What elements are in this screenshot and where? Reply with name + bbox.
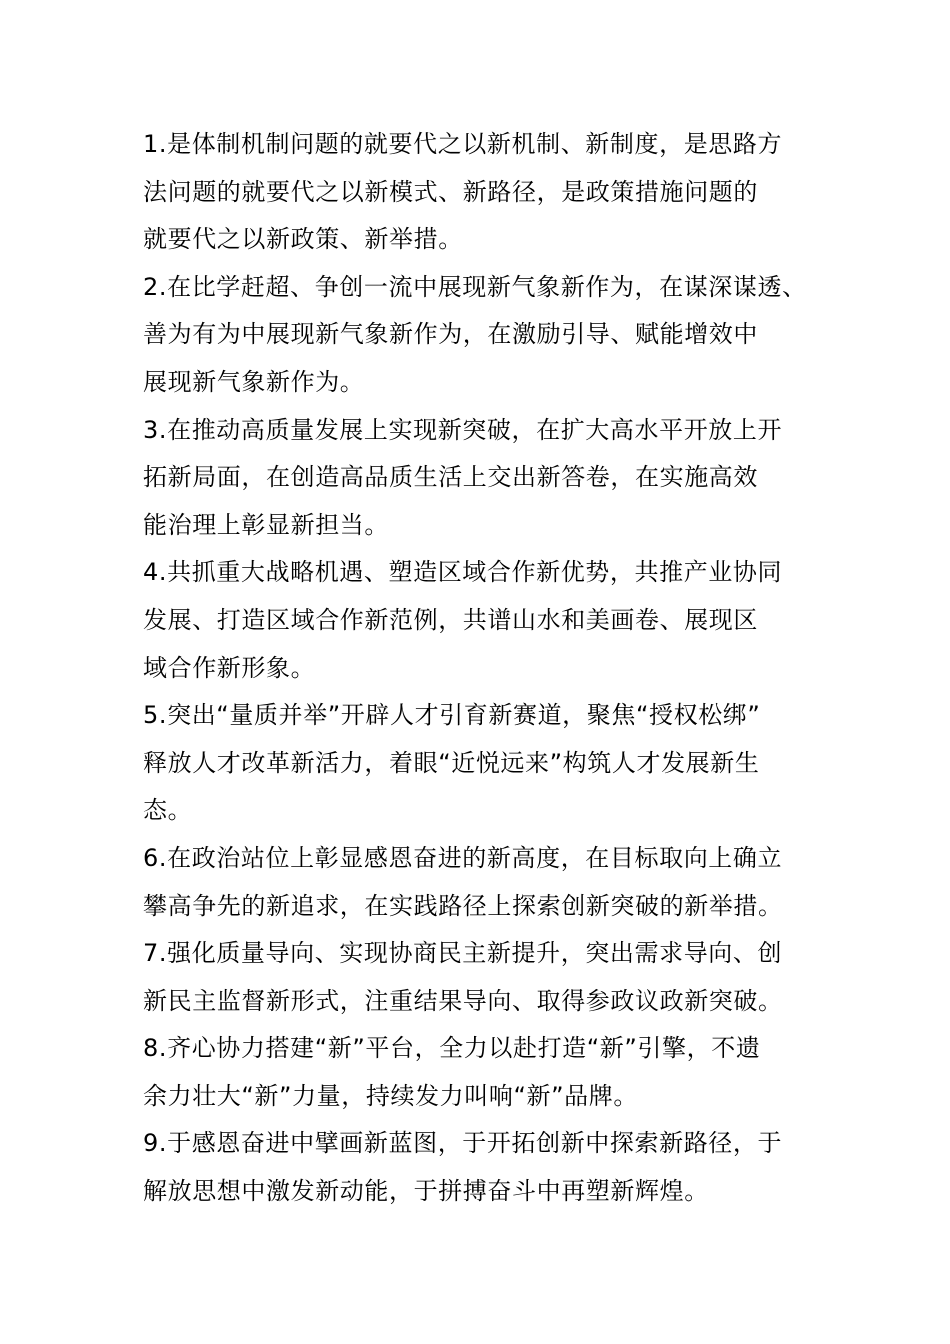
- paragraph-8: 8.齐心协力搭建“新”平台，全力以赴打造“新”引擎，不遗 余力壮大“新”力量，持续发力叫响“新”品牌。: [143, 1034, 761, 1110]
- paragraph-6: 6.在政治站位上彰显感恩奋进的新高度，在目标取向上确立 攀高争先的新追求，在实践路径上探索创新突破的新举措。: [143, 843, 783, 920]
- paragraph-5: 5.突出“量质并举”开辟人才引育新赛道，聚焦“授权松绑” 释放人才改革新活力，着眼“近悦远来”构筑人才发展新生 态。: [143, 701, 761, 825]
- paragraph-7: 7.强化质量导向、实现协商民主新提升，突出需求导向、创 新民主监督新形式，注重结果导向、取得参政议政新突破。: [143, 939, 783, 1015]
- paragraph-9: 9.于感恩奋进中擘画新蓝图，于开拓创新中探索新路径，于 解放思想中激发新动能，于拼搏奋斗中再塑新辉煌。: [143, 1129, 783, 1206]
- paragraph-2: 2.在比学赶超、争创一流中展现新气象新作为，在谋深谋透、 善为有为中展现新气象新作为，在激励引导、赋能增效中 展现新气象新作为。: [143, 272, 807, 396]
- paragraph-3: 3.在推动高质量发展上实现新突破，在扩大高水平开放上开 拓新局面，在创造高品质生活上交出新答卷，在实施高效 能治理上彰显新担当。: [143, 415, 783, 539]
- paragraph-1: 1.是体制机制问题的就要代之以新机制、新制度，是思路方 法问题的就要代之以新模式、新路径，是政策措施问题的 就要代之以新政策、新举措。: [143, 130, 783, 254]
- paragraph-4: 4.共抓重大战略机遇、塑造区域合作新优势，共推产业协同 发展、打造区域合作新范例，共谱山水和美画卷、展现区 域合作新形象。: [143, 558, 783, 682]
- document-body: [143, 121, 823, 1216]
